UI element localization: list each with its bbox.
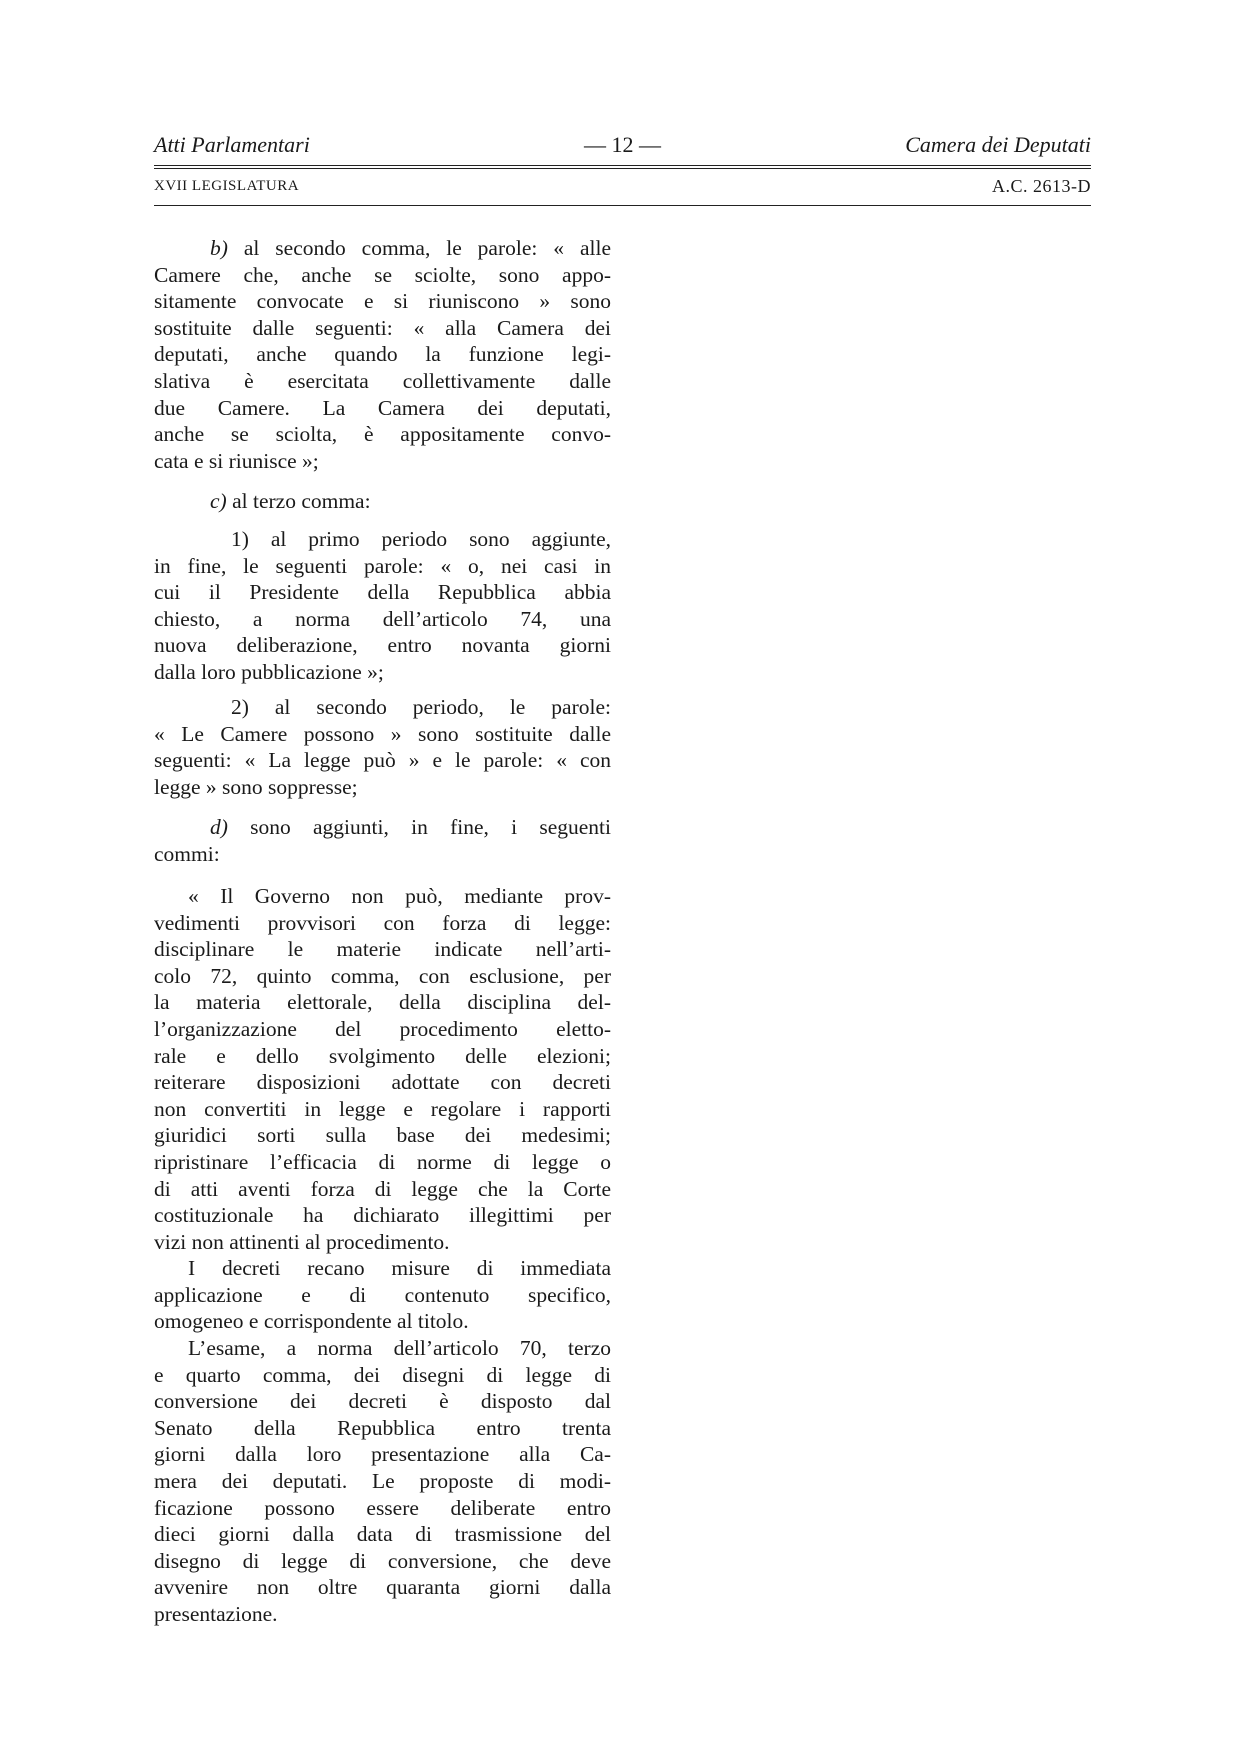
line-text: sostituite dalle seguenti: « alla Camera dei bbox=[154, 315, 611, 340]
text-line bbox=[154, 659, 611, 686]
paragraph-q3 bbox=[154, 1335, 611, 1628]
text-line bbox=[154, 841, 611, 868]
text-line bbox=[154, 606, 611, 633]
line-text: 2) al secondo periodo, le parole: bbox=[231, 695, 611, 719]
line-text: giorni dalla loro presentazione alla Ca- bbox=[154, 1442, 611, 1467]
text-line bbox=[154, 1415, 611, 1442]
text-line bbox=[154, 1468, 611, 1495]
line-text: I decreti recano misure di immediata bbox=[188, 1256, 611, 1280]
line-text: di atti aventi forza di legge che la Corte bbox=[154, 1176, 611, 1201]
text-line bbox=[154, 1096, 611, 1123]
text-line bbox=[154, 1601, 611, 1628]
text-line bbox=[154, 1574, 611, 1601]
line-text: omogeneo e corrispondente al titolo. bbox=[154, 1309, 469, 1334]
double-rule bbox=[154, 165, 1091, 169]
line-text: mera dei deputati. Le proposte di modi- bbox=[154, 1468, 611, 1493]
paragraph-c2 bbox=[154, 694, 611, 800]
act-number: A.C. 2613-D bbox=[992, 176, 1091, 196]
line-text: la materia elettorale, della disciplina del- bbox=[154, 990, 611, 1015]
line-text: seguenti: « La legge può » e le parole: « con bbox=[154, 748, 611, 773]
line-text: costituzionale ha dichiarato illegittimi per bbox=[154, 1203, 611, 1228]
text-line bbox=[154, 579, 611, 606]
text-line bbox=[154, 721, 611, 748]
line-text: vizi non attinenti al procedimento. bbox=[154, 1229, 450, 1254]
line-text: 1) al primo periodo sono aggiunte, bbox=[231, 527, 611, 551]
line-text: anche se sciolta, è appositamente convo- bbox=[154, 422, 611, 447]
text-line bbox=[154, 1441, 611, 1468]
line-text: e quarto comma, dei disegni di legge di bbox=[154, 1362, 611, 1387]
line-text: « Il Governo non può, mediante prov- bbox=[188, 884, 611, 908]
text-line bbox=[154, 1229, 611, 1256]
text-line bbox=[154, 1176, 611, 1203]
text-line bbox=[154, 1335, 611, 1362]
line-text: nuova deliberazione, entro novanta giorni bbox=[154, 633, 611, 658]
text-line bbox=[154, 1521, 611, 1548]
paragraph-q1 bbox=[154, 883, 611, 1255]
line-text: sitamente convocate e si riuniscono » sono bbox=[154, 289, 611, 314]
text-line bbox=[154, 910, 611, 937]
text-line bbox=[154, 1362, 611, 1389]
line-text: legge » sono soppresse; bbox=[154, 774, 358, 799]
item-label: b) bbox=[210, 236, 244, 260]
line-text: l’organizzazione del procedimento eletto- bbox=[154, 1016, 611, 1041]
text-line bbox=[154, 1069, 611, 1096]
text-line bbox=[154, 526, 611, 553]
line-text: colo 72, quinto comma, con esclusione, per bbox=[154, 963, 611, 988]
header-left: Atti Parlamentari bbox=[154, 132, 310, 157]
text-line bbox=[154, 1122, 611, 1149]
text-line bbox=[154, 1495, 611, 1522]
page-number: — 12 — bbox=[584, 132, 661, 157]
paragraph-d bbox=[154, 814, 611, 867]
line-text: chiesto, a norma dell’articolo 74, una bbox=[154, 606, 611, 631]
item-label: c) bbox=[210, 489, 233, 513]
text-line bbox=[154, 989, 611, 1016]
line-text: Senato della Repubblica entro trenta bbox=[154, 1415, 611, 1440]
text-line bbox=[154, 632, 611, 659]
line-text: disegno di legge di conversione, che deve bbox=[154, 1548, 611, 1573]
line-text: disciplinare le materie indicate nell’arti- bbox=[154, 937, 611, 962]
line-text: L’esame, a norma dell’articolo 70, terzo bbox=[188, 1336, 611, 1360]
line-text: ripristinare l’efficacia di norme di legge o bbox=[154, 1149, 611, 1174]
line-text: applicazione e di contenuto specifico, bbox=[154, 1282, 611, 1307]
line-text: slativa è esercitata collettivamente dalle bbox=[154, 368, 611, 393]
text-line bbox=[154, 936, 611, 963]
text-line bbox=[154, 262, 611, 289]
text-line bbox=[154, 448, 611, 475]
text-line bbox=[154, 395, 611, 422]
line-text: Camere che, anche se sciolte, sono appo- bbox=[154, 262, 611, 287]
line-text: dalla loro pubblicazione »; bbox=[154, 659, 384, 684]
line-text: reiterare disposizioni adottate con decreti bbox=[154, 1070, 611, 1095]
running-header bbox=[154, 132, 1091, 162]
text-line bbox=[154, 488, 611, 515]
text-line bbox=[154, 341, 611, 368]
line-text: non convertiti in legge e regolare i rapporti bbox=[154, 1096, 611, 1121]
text-line bbox=[154, 1388, 611, 1415]
text-line bbox=[154, 235, 611, 262]
text-line bbox=[154, 1308, 611, 1335]
line-text: presentazione. bbox=[154, 1601, 278, 1626]
item-label: d) bbox=[210, 815, 251, 839]
line-text: avvenire non oltre quaranta giorni dalla bbox=[154, 1575, 611, 1600]
text-line bbox=[154, 1255, 611, 1282]
text-line bbox=[154, 1043, 611, 1070]
text-line bbox=[154, 368, 611, 395]
paragraph-c1 bbox=[154, 526, 611, 686]
text-line bbox=[154, 1548, 611, 1575]
line-text: commi: bbox=[154, 841, 220, 866]
line-text: conversione dei decreti è disposto dal bbox=[154, 1389, 611, 1414]
rule bbox=[154, 205, 1091, 206]
text-line bbox=[154, 421, 611, 448]
line-text: cui il Presidente della Repubblica abbia bbox=[154, 580, 611, 605]
paragraph-q2 bbox=[154, 1255, 611, 1335]
text-line bbox=[154, 814, 611, 841]
line-text: ficazione possono essere deliberate entro bbox=[154, 1495, 611, 1520]
text-line bbox=[154, 1016, 611, 1043]
line-text: sono aggiunti, in fine, i seguenti bbox=[250, 815, 611, 839]
header-right: Camera dei Deputati bbox=[905, 132, 1091, 157]
line-text: giuridici sorti sulla base dei medesimi; bbox=[154, 1123, 611, 1148]
line-text: « Le Camere possono » sono sostituite dalle bbox=[154, 721, 611, 746]
line-text: vedimenti provvisori con forza di legge: bbox=[154, 910, 611, 935]
line-text: al terzo comma: bbox=[232, 489, 371, 513]
text-line bbox=[154, 315, 611, 342]
line-text: in fine, le seguenti parole: « o, nei casi in bbox=[154, 553, 611, 578]
line-text: due Camere. La Camera dei deputati, bbox=[154, 395, 611, 420]
line-text: cata e si riunisce »; bbox=[154, 448, 319, 473]
text-line bbox=[154, 963, 611, 990]
text-line bbox=[154, 747, 611, 774]
paragraph-c bbox=[154, 488, 611, 515]
legislature: XVII LEGISLATURA bbox=[154, 178, 300, 194]
text-line bbox=[154, 1149, 611, 1176]
text-line bbox=[154, 694, 611, 721]
line-text: deputati, anche quando la funzione legi- bbox=[154, 342, 611, 367]
line-text: al secondo comma, le parole: « alle bbox=[243, 236, 611, 260]
text-line bbox=[154, 553, 611, 580]
text-line bbox=[154, 883, 611, 910]
line-text: dieci giorni dalla data di trasmissione del bbox=[154, 1522, 611, 1547]
text-line bbox=[154, 774, 611, 801]
text-line bbox=[154, 1282, 611, 1309]
text-line bbox=[154, 1202, 611, 1229]
line-text: rale e dello svolgimento delle elezioni; bbox=[154, 1043, 611, 1068]
text-line bbox=[154, 288, 611, 315]
paragraph-b bbox=[154, 235, 611, 474]
